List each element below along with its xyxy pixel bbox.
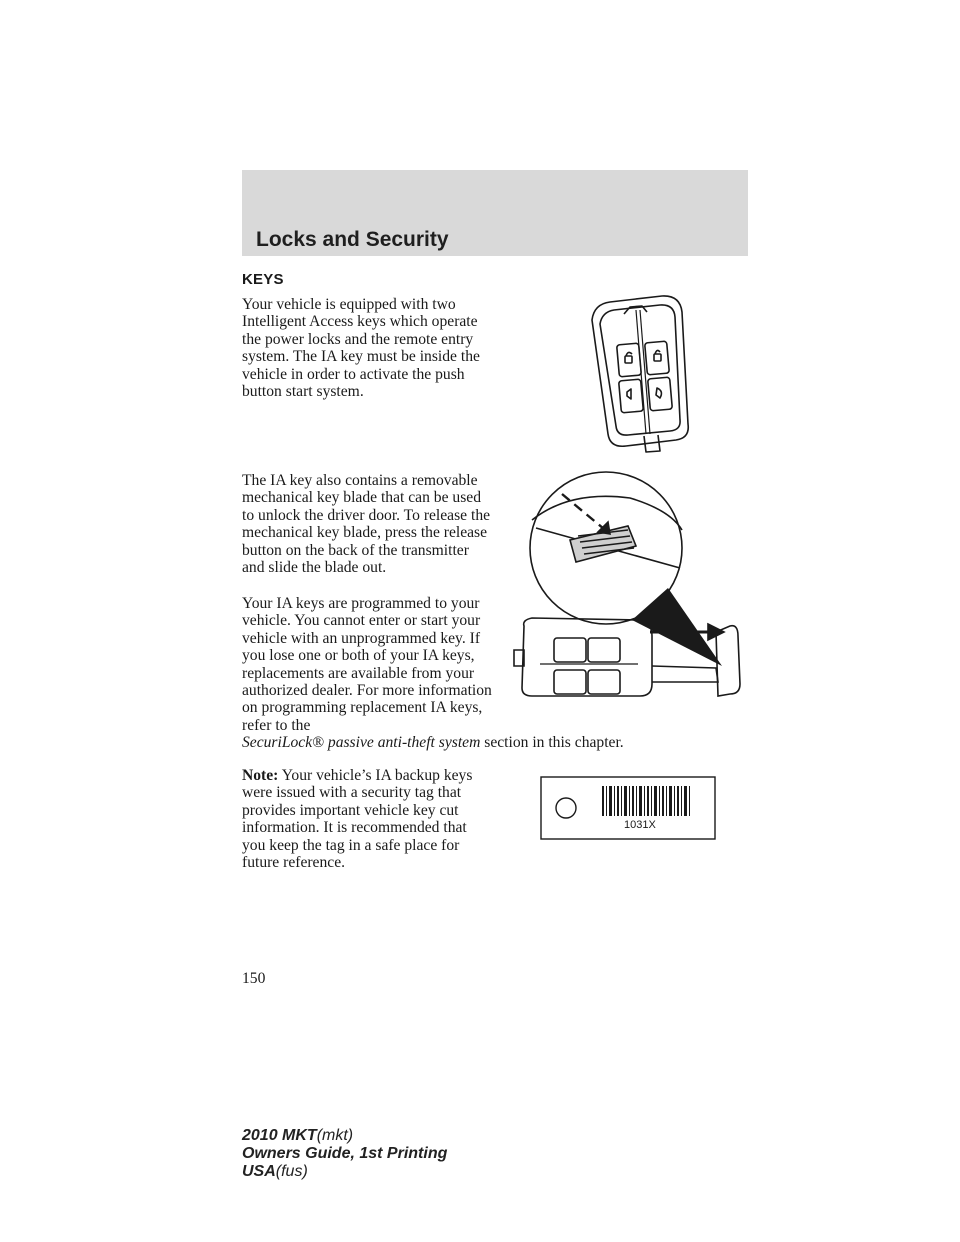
note-paragraph	[242, 767, 492, 871]
note-label: Note:	[242, 767, 279, 784]
keys-intro-paragraph: Your vehicle is equipped with two Intelligent Access keys which operate the power locks and the remote entry system. The IA key must be inside the vehicle in order to activate the push button start system.	[242, 296, 480, 401]
keys-heading: KEYS	[242, 271, 284, 288]
footer-market-code: (fus)	[275, 1163, 308, 1180]
footer-model-code: (mkt)	[316, 1127, 354, 1144]
page-number: 150	[242, 970, 266, 987]
mechanical-key-paragraph: The IA key also contains a removable mechanical key blade that can be used to unlock the driver door. To release the mechanical key blade, press the release button on the back of the transmitter and slide the blade out.	[242, 472, 491, 577]
footer-guide: Owners Guide, 1st Printing	[242, 1145, 448, 1162]
securilock-reference: SecuriLock® passive anti-theft system	[242, 734, 481, 752]
programming-text: Your IA keys are programmed to your vehicle. You cannot enter or start your vehicle with an unprogrammed key. If you lose one or both of your IA keys, replacements are available from your authorized dealer. For more information on programming replacement IA keys, refer to the	[242, 595, 492, 734]
programming-text-end: section in this chapter.	[484, 734, 624, 752]
footer-market: USA	[242, 1163, 276, 1180]
intelligent-access-key-illustration	[580, 292, 700, 462]
section-title: Locks and Security	[256, 228, 449, 251]
note-text: Your vehicle’s IA backup keys were issued with a security tag that provides important vehicle key cut information. It is recommended that you keep the tag in a safe place for future reference.	[242, 767, 473, 872]
document-footer	[242, 1127, 447, 1181]
section-header-band	[242, 170, 748, 256]
security-tag-code: 1031X	[624, 819, 656, 831]
security-tag-illustration	[540, 776, 716, 840]
key-blade-release-illustration	[510, 470, 750, 702]
footer-model: 2010 MKT	[242, 1127, 317, 1144]
